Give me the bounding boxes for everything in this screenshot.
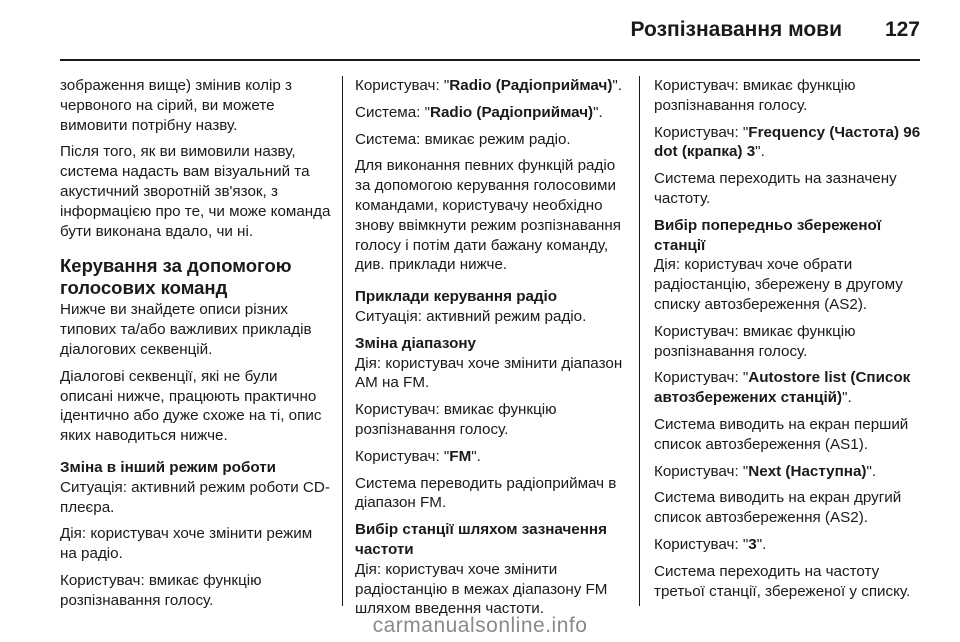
dialog-line	[654, 462, 930, 482]
paragraph: Користувач: вмикає функцію розпізнавання голосу.	[60, 571, 262, 609]
quote-end: ".	[755, 143, 765, 161]
voice-command: Next (Наступна)	[748, 462, 867, 480]
speaker-label: Користувач: "	[654, 369, 749, 387]
paragraph: Система переводить радіоприймач в діапазон FM.	[355, 474, 617, 512]
quote-end: ".	[471, 447, 481, 465]
dialog-line	[355, 103, 627, 123]
section-heading: Керування за допомогою голосових команд	[60, 255, 292, 299]
paragraph: Система виводить на екран перший список автозбереження (AS1).	[654, 415, 909, 453]
subsection-heading: Зміна діапазону	[355, 334, 476, 352]
page-number: 127	[884, 18, 920, 41]
paragraph: Система переходить на зазначену частоту.	[654, 170, 897, 207]
paragraph: зображення вище) змінив колір з червоного на сірий, ви можете вимовити потрібну назву.	[60, 77, 292, 134]
voice-command: Frequency (Частота) 96 dot (крапка) 3	[654, 123, 921, 161]
paragraph: Дія: користувач хоче змінити діапазон AM на FM.	[355, 354, 623, 392]
dialog-line	[355, 76, 627, 96]
quote-end: ".	[866, 462, 877, 480]
page-title: Розпізнавання мови	[630, 18, 842, 41]
paragraph: Діалогові секвенції, які не були описані нижче, працюють практично ідентично або дуже схоже на ті, опис яких наводиться нижче.	[60, 367, 322, 445]
paragraph: Користувач: вмикає функцію розпізнавання голосу.	[355, 401, 557, 438]
footer-watermark: carmanualsonline.info	[372, 614, 588, 637]
quote-end: ".	[612, 77, 623, 94]
speaker-label: Користувач: "	[654, 123, 749, 141]
quote-end: ".	[756, 535, 767, 553]
paragraph: Ситуація: активний режим радіо.	[355, 307, 587, 325]
speaker-label: Користувач: "	[355, 77, 450, 94]
paragraph: Для виконання певних функцій радіо за допомогою керування голосовими командами, користувачу необхідно знову ввімкнути режим розпізнавання голосу і потім дати бажану команду, див. приклади нижче.	[355, 157, 622, 274]
paragraph: Нижче ви знайдете описи різних типових та/або важливих прикладів діалогових секвенцій.	[60, 301, 312, 358]
subsection-heading: Вибір попередньо збереженої станції	[654, 216, 882, 254]
speaker-label: Система: "	[355, 103, 430, 121]
paragraph: Дія: користувач хоче змінити радіостанцію в межах діапазону FM шляхом введення частоти.	[355, 560, 608, 618]
voice-command: Autostore list (Список автозбережених станцій)	[654, 369, 911, 407]
speaker-label: Користувач: "	[654, 535, 749, 553]
header-divider	[60, 59, 920, 61]
paragraph: Дія: користувач хоче обрати радіостанцію, збережену в другому списку автозбереження (AS2).	[654, 256, 903, 313]
dialog-line	[654, 123, 930, 163]
paragraph: Після того, як ви вимовили назву, система надасть вам візуальний та акустичний зворотній зв'язок, з інформацією про те, чи може команда бути виконана вдало, чи ні.	[60, 143, 331, 240]
column-divider	[342, 76, 343, 606]
quote-end: ".	[593, 103, 603, 121]
speaker-label: Користувач: "	[654, 462, 749, 480]
voice-command: 3	[748, 535, 757, 553]
paragraph: Система виводить на екран другий список автозбереження (AS2).	[654, 489, 902, 527]
paragraph: Користувач: вмикає функцію розпізнавання голосу.	[654, 322, 856, 360]
page-header	[0, 0, 960, 60]
voice-command: FM	[449, 447, 472, 465]
subsection-heading: Зміна в інший режим роботи	[60, 458, 276, 476]
quote-end: ".	[842, 389, 852, 407]
dialog-line	[355, 447, 627, 467]
paragraph: Ситуація: активний режим роботи CD-плеєра.	[60, 478, 330, 516]
voice-command: Radio (Радіоприймач)	[449, 77, 613, 94]
paragraph: Система: вмикає режим радіо.	[355, 130, 571, 148]
paragraph: Користувач: вмикає функцію розпізнавання голосу.	[654, 77, 856, 114]
dialog-line	[654, 535, 930, 555]
dialog-line	[654, 368, 930, 408]
subsection-heading: Вибір станції шляхом зазначення частоти	[355, 521, 607, 558]
voice-command: Radio (Радіоприймач)	[430, 103, 594, 121]
speaker-label: Користувач: "	[355, 447, 450, 465]
subsection-heading: Приклади керування радіо	[355, 288, 558, 306]
column-1	[60, 76, 332, 618]
paragraph: Дія: користувач хоче змінити режим на радіо.	[60, 525, 313, 563]
paragraph: Система переходить на частоту третьої станції, збереженої у списку.	[654, 562, 911, 600]
column-3	[654, 76, 930, 608]
column-divider	[639, 76, 640, 606]
column-2	[355, 76, 627, 626]
